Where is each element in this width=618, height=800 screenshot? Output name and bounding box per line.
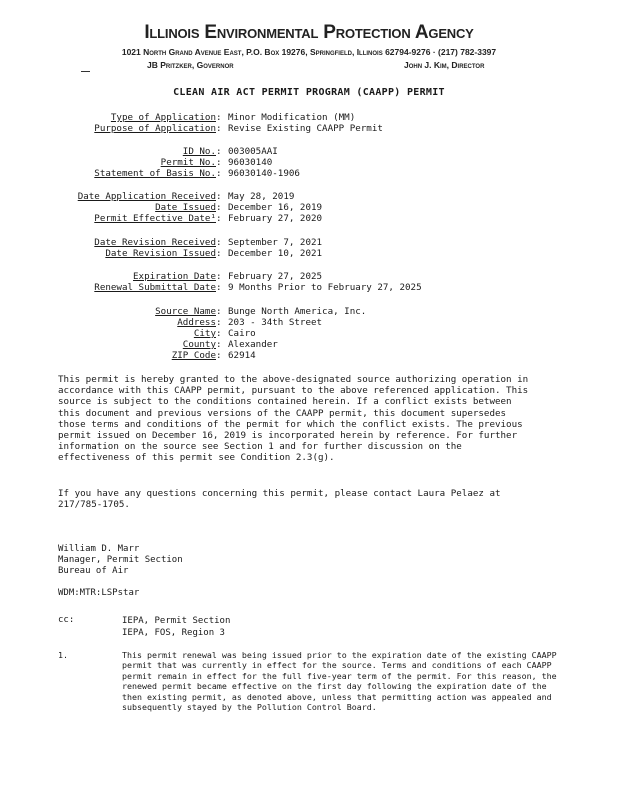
field-value: Alexander <box>228 339 278 350</box>
agency-address: 1021 North Grand Avenue East, P.O. Box 19276, Springfield, Illinois 62794-9276 · (217) 782-3397 <box>121 47 497 57</box>
paragraph-line: source is subject to the conditions contained herein. If a conflict exists between <box>58 396 512 408</box>
field-value: February 27, 2020 <box>228 213 323 224</box>
field-value: 96030140 <box>228 157 273 168</box>
field-id-no <box>0 146 618 157</box>
paragraph-line: information on the source see Section 1 and for further discussion on the <box>58 441 462 453</box>
field-value: 203 - 34th Street <box>228 317 323 328</box>
footnote-line: then existing permit, as denoted above, unless that permitting action was appealed and <box>122 691 552 702</box>
field-value: 9 Months Prior to February 27, 2025 <box>228 282 422 293</box>
agency-name: Illinois Environmental Protection Agency <box>144 22 474 43</box>
field-label: County <box>182 339 216 350</box>
signer-bureau: Bureau of Air <box>58 566 129 576</box>
field-label: Purpose of Application <box>94 123 216 134</box>
field-colon: : <box>216 237 222 248</box>
signature-block <box>58 544 183 577</box>
field-colon: : <box>216 146 222 157</box>
paragraph-line: this document and previous versions of the CAAPP permit, this document supersedes <box>58 407 507 419</box>
field-value: September 7, 2021 <box>228 237 323 248</box>
field-city <box>0 328 618 339</box>
field-colon: : <box>216 248 222 259</box>
contact-paragraph <box>58 488 578 510</box>
field-value: February 27, 2025 <box>228 271 323 282</box>
footnote-line: renewed permit became effective on the first day following the expiration date of the <box>122 681 547 692</box>
field-colon: : <box>216 282 222 293</box>
permit-statement-paragraph <box>58 374 578 464</box>
field-value: 003005AAI <box>228 146 278 157</box>
field-label: City <box>193 328 216 339</box>
cc-list <box>122 615 230 639</box>
field-date-revision-received <box>0 237 618 248</box>
field-label: ID No. <box>182 146 216 157</box>
field-label: Type of Application <box>110 112 216 123</box>
field-colon: : <box>216 112 222 123</box>
footnote-line: This permit renewal was being issued prior to the expiration date of the existing CAAPP <box>122 650 557 660</box>
paragraph-line: This permit is hereby granted to the above-designated source authorizing operation in <box>58 374 529 385</box>
footnote-line: subsequently stayed by the Pollution Control Board. <box>122 701 377 712</box>
scan-mark <box>81 71 90 72</box>
field-label: Renewal Submittal Date <box>94 282 216 293</box>
field-colon: : <box>216 202 222 213</box>
governor-name: JB Pritzker, Governor <box>147 60 234 70</box>
field-colon: : <box>216 350 222 361</box>
field-label: Permit Effective Date¹ <box>94 213 216 224</box>
field-label: Date Revision Received <box>94 237 216 248</box>
footnote-number: 1. <box>58 650 68 660</box>
field-label: Permit No. <box>160 157 216 168</box>
field-colon: : <box>216 306 222 317</box>
field-label: Address <box>177 317 216 328</box>
field-type-of-application <box>0 112 618 123</box>
field-expiration-date <box>0 271 618 282</box>
reference-initials: WDM:MTR:LSPstar <box>58 588 140 598</box>
field-label: Date Application Received <box>77 191 216 202</box>
director-name: John J. Kim, Director <box>404 60 485 70</box>
signer-title: Manager, Permit Section <box>58 555 183 565</box>
paragraph-line: effectiveness of this permit see Condition 2.3(g). <box>58 452 335 464</box>
field-colon: : <box>216 123 222 134</box>
field-colon: : <box>216 339 222 350</box>
paragraph-line: 217/785-1705. <box>58 499 130 511</box>
field-purpose-of-application <box>0 123 618 134</box>
field-value: Minor Modification (MM) <box>228 112 356 123</box>
footnote-line: permit remain in effect for the full five-year term of the permit. For this reason, the <box>122 670 557 681</box>
footnote-text <box>122 650 582 712</box>
field-label: Expiration Date <box>133 271 216 282</box>
field-value: December 10, 2021 <box>228 248 323 259</box>
field-value: December 16, 2019 <box>228 202 323 213</box>
field-colon: : <box>216 168 222 179</box>
field-county <box>0 339 618 350</box>
field-renewal-submittal-date <box>0 282 618 293</box>
field-colon: : <box>216 191 222 202</box>
field-address <box>0 317 618 328</box>
field-value: Revise Existing CAAPP Permit <box>228 123 383 134</box>
field-value: May 28, 2019 <box>228 191 295 202</box>
field-source-name <box>0 306 618 317</box>
signer-name: William D. Marr <box>58 544 140 554</box>
field-value: Cairo <box>228 328 256 339</box>
cc-recipient: IEPA, FOS, Region 3 <box>122 628 225 638</box>
field-value: Bunge North America, Inc. <box>228 306 367 317</box>
field-zip-code <box>0 350 618 361</box>
field-colon: : <box>216 317 222 328</box>
field-colon: : <box>216 271 222 282</box>
field-label: Date Revision Issued <box>105 248 216 259</box>
field-colon: : <box>216 328 222 339</box>
paragraph-line: permit issued on December 16, 2019 is incorporated herein by reference. For further <box>58 429 518 441</box>
field-colon: : <box>216 157 222 168</box>
footnote-line: permit that was currently in effect for the source. Terms and conditions of each CAAPP <box>122 660 552 671</box>
field-date-revision-issued <box>0 248 618 259</box>
field-statement-of-basis-no <box>0 168 618 179</box>
field-value: 96030140-1906 <box>228 168 300 179</box>
field-label: Source Name <box>155 306 216 317</box>
field-value: 62914 <box>228 350 256 361</box>
cc-recipient: IEPA, Permit Section <box>122 616 231 626</box>
document-title: CLEAN AIR ACT PERMIT PROGRAM (CAAPP) PERMIT <box>173 87 445 98</box>
field-colon: : <box>216 213 222 224</box>
paragraph-line: If you have any questions concerning this permit, please contact Laura Pelaez at <box>58 488 501 499</box>
field-label: Date Issued <box>155 202 216 213</box>
paragraph-line: accordance with this CAAPP permit, pursuant to the above referenced application. This <box>58 385 529 397</box>
field-permit-effective-date <box>0 213 618 224</box>
field-label: Statement of Basis No. <box>94 168 216 179</box>
field-label: ZIP Code <box>171 350 216 361</box>
field-date-issued <box>0 202 618 213</box>
field-permit-no <box>0 157 618 168</box>
field-date-application-received <box>0 191 618 202</box>
cc-label: cc: <box>58 615 75 625</box>
paragraph-line: those terms and conditions of the permit for which the conflict exists. The previous <box>58 418 523 430</box>
